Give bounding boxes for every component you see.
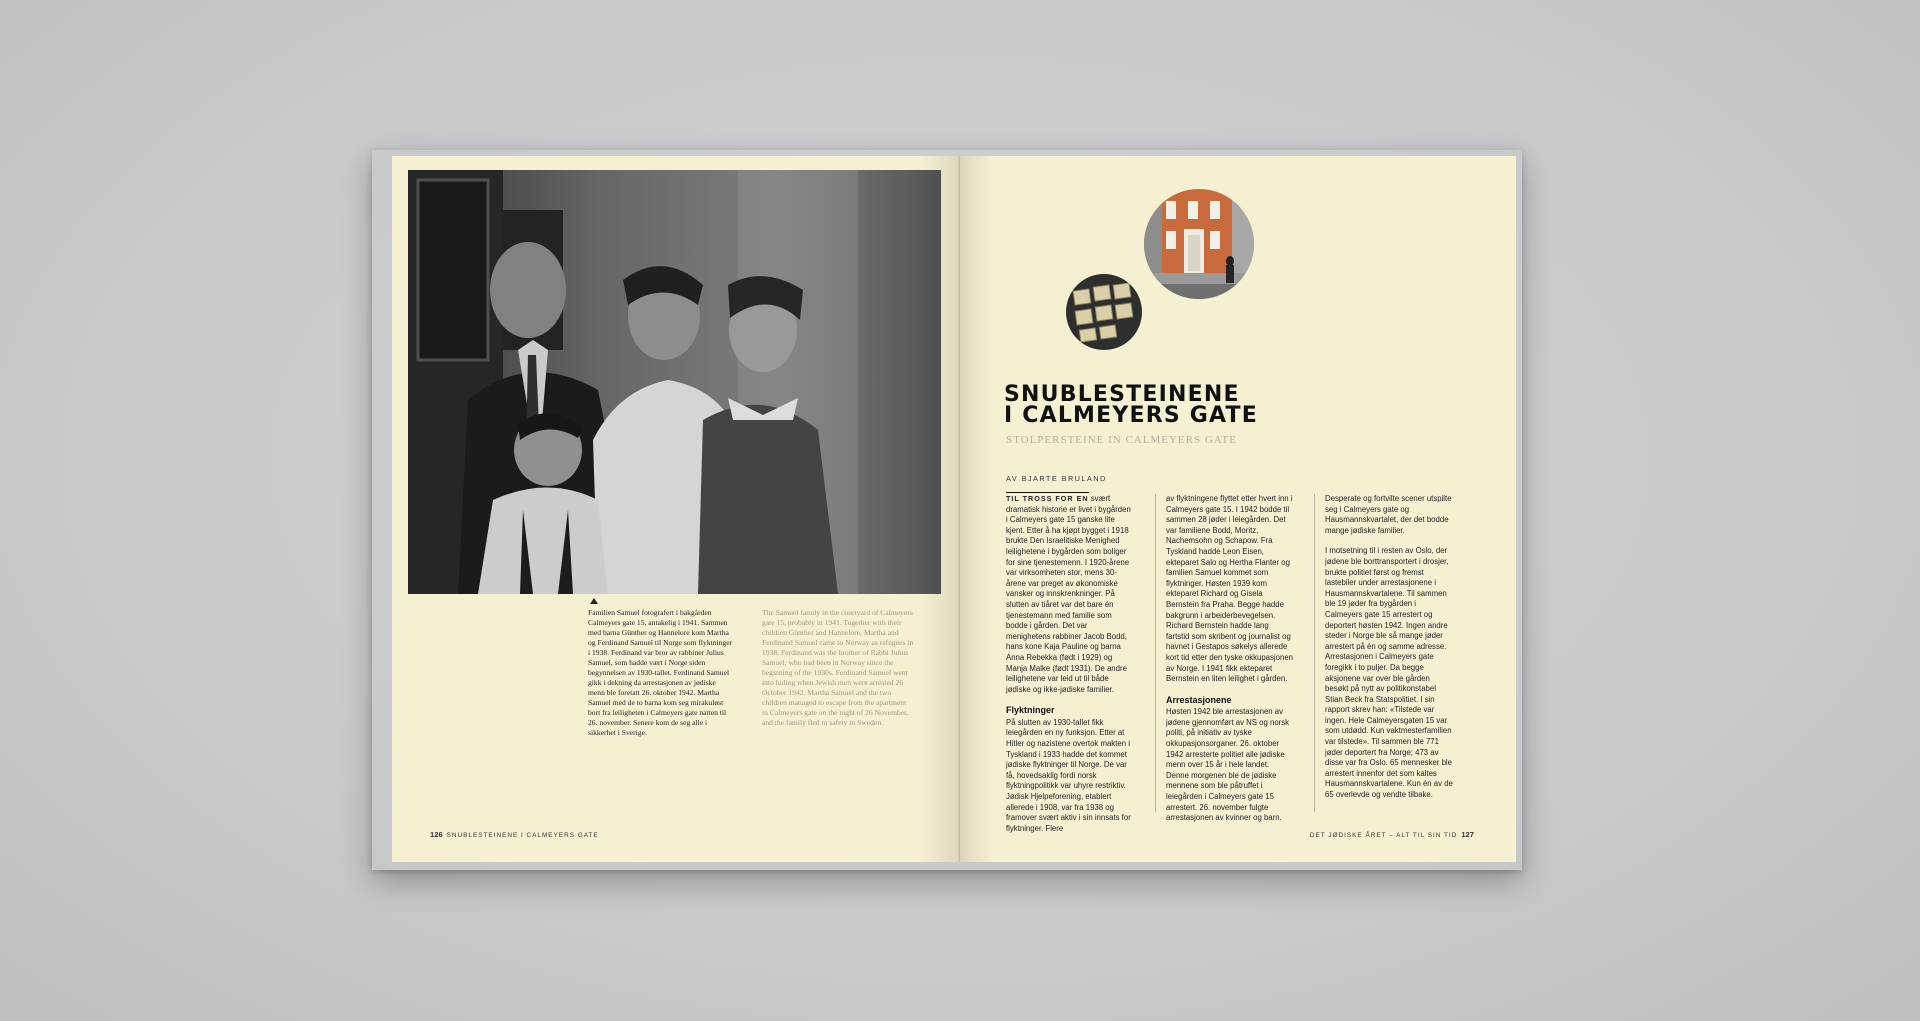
paragraph: svært dramatisk historie er livet i bygården i Calmeyers gate 15 ganske lite kjent. Etter å ha kjøpt bygget i 1918 brukte Den Israelitiske Menighed leilighetene i bygården som boliger for sine tjenestemenn. I 1920-årene var virksomheten stor, mens 30-årene var preget av økonomiske vansker og innskrenkninger. På slutten av tiåret var det bare én tjenestemann med familie som bodde i gården. Det var menighetens rabbiner Jacob Bodd, hans kone Kaja Pauline og barna Anna Rebekka (født i 1929) og Manja Malke (født 1931). De andre leilighetene var leid ut til både jødiske og ikke-jødiske familier. [1006, 494, 1131, 694]
article-title [1004, 384, 1258, 426]
left-page-number: 126 [430, 830, 443, 839]
left-folio [430, 830, 599, 839]
section-heading-flyktninger: Flyktninger [1006, 705, 1055, 716]
left-page [392, 156, 960, 862]
title-line-1: SNUBLESTEINENE [1004, 382, 1240, 407]
street-photo-circle [1144, 189, 1254, 299]
paragraph: På slutten av 1930-tallet fikk leiegården en ny funksjon. Etter at Hitler og nazistene overtok makten i Tyskland i 1933 hadde det kommet jødiske flyktninger til Norge. De var få, hovedsaklig fordi norsk flyktningpolitikk var uhyre restriktiv. Jødisk Hjelpeforening, etablert allerede i 1908, var fra 1938 og framover svært aktiv i sin innsats for flyktninger. Flere [1006, 717, 1131, 833]
article-subtitle: STOLPERSTEINE IN CALMEYERS GATE [1006, 434, 1237, 446]
photo-caption-norwegian: Familien Samuel fotografert i bakgården Calmeyers gate 15, antakelig i 1941. Sammen med barna Günther og Hannelore kom Martha og Ferdinand Samuel til Norge som flyktninger i 1938. Ferdinand var bror av rabbiner Julius Samuel, som hadde vært i Norge siden begynnelsen av 1930-tallet. Ferdinand Samuel gikk i dekning da arrestasjonen av jødiske menn ble foretatt 26. oktober 1942. Martha Samuel med de to barna kom seg mirakuløst bort fra leiligheten i Calmeyers gate natten til 26. november. Senere kom de seg alle i sikkerhet i Sverige. [588, 608, 733, 737]
paragraph: av flyktningene flyttet etter hvert inn i Calmeyers gate 15. I 1942 bodde til sammen 28 jøder i leiegården. Det var familiene Bodd, Moritz, Nachemsohn og Schapow. Fra Tyskland hadde Leon Eisen, ekteparet Salo og Hertha Flanter og familien Samuel kommet som flyktninger. Høsten 1939 kom ekteparet Richard og Gisela Bernstein fra Praha. Begge hadde bakgrunn i arbeiderbevegelsen. Richard Bernstein hadde lang fartstid som skribent og journalist og havnet i Gestapos søkelys allerede kort tid etter den tyske okkupasjonen av Norge. I 1941 fikk ekteparet Bernstein en liten leilighet i gården. [1166, 494, 1293, 684]
text-column-1 [1006, 494, 1134, 844]
column-rule [1314, 494, 1315, 812]
right-page-number: 127 [1461, 830, 1474, 839]
title-line-2: I CALMEYERS GATE [1004, 403, 1258, 428]
family-photo [408, 170, 941, 594]
paragraph: Høsten 1942 ble arrestasjonen av jødene gjennomført av NS og norsk politi, på initiativ av tyske okkupasjonsorganer. 26. oktober 1942 arresterte politiet alle jødiske menn over 15 år i hele landet. Denne morgenen ble de jødiske mennene som ble påtruffet i leiegården i Calmeyers gate 15 arrestert. 26. november fulgte arrestasjonen av kvinner og barn. [1166, 707, 1290, 823]
right-folio [1310, 830, 1474, 839]
section-heading-arrestasjonene: Arrestasjonene [1166, 694, 1232, 705]
paragraph: Desperate og fortvilte scener utspilte seg i Calmeyers gate og Hausmannskvartalet, der det bodde mange jødiske familier. [1325, 494, 1452, 535]
right-page [960, 156, 1516, 862]
left-running-head: SNUBLESTEINENE I CALMEYERS GATE [446, 832, 599, 839]
right-running-head: DET JØDISKE ÅRET – ALT TIL SIN TID [1309, 832, 1458, 839]
lead-in: TIL TROSS FOR EN [1006, 494, 1089, 503]
photo-caption-english: The Samuel family in the courtyard of Calmeyers gate 15, probably in 1941. Together with their children Günther and Hannelore, Martha and Ferdinand Samuel came to Norway as refugees in 1938. Ferdinand was the brother of Rabbi Julius Samuel, who had been in Norway since the beginning of the 1930s. Ferdinand Samuel went into hiding when Jewish men were arrested 26 October 1942. Martha Samuel and the two children managed to escape from the apartment in Calmeyers gate on the night of 26 November, and the family fled to safety in Sweden. [762, 608, 914, 727]
text-column-2 [1166, 494, 1294, 834]
article-byline: AV BJARTE BRULAND [1006, 474, 1107, 483]
caption-arrow-icon [590, 598, 598, 604]
paragraph: I motsetning til i resten av Oslo, der jødene ble borttransportert i drosjer, brukte politiet først og fremst lastebiler under arrestasjonene i Hausmannskvartalene. Til sammen ble 19 jøder fra bygården i Calmeyers gate 15 arrestert og deportert høsten 1942. Ingen andre steder i Norge ble så mange jøder arrestert på én og samme adresse. Arrestasjonen i Calmeyers gate foregikk i to puljer. Da begge aksjonene var over ble gården besøkt på nytt av politikonstabel Stian Beck fra Statspolitiet. I sin rapport skrev han: «Tilstede var ingen. Hele Calmeyersgaten 15 var som utdødd. Kun vaktmesterfamilien var tilstede». Til sammen ble 771 jøder deportert fra Norge; 473 av disse var fra Oslo. 65 mennesker ble arrestert innenfor det som kaltes Hausmannskvartalene. Kun én av de 65 overlevde og vendte tilbake. [1325, 546, 1453, 800]
stolpersteine-photo-circle [1066, 274, 1142, 350]
column-rule [1155, 494, 1156, 812]
text-column-3 [1325, 494, 1453, 811]
